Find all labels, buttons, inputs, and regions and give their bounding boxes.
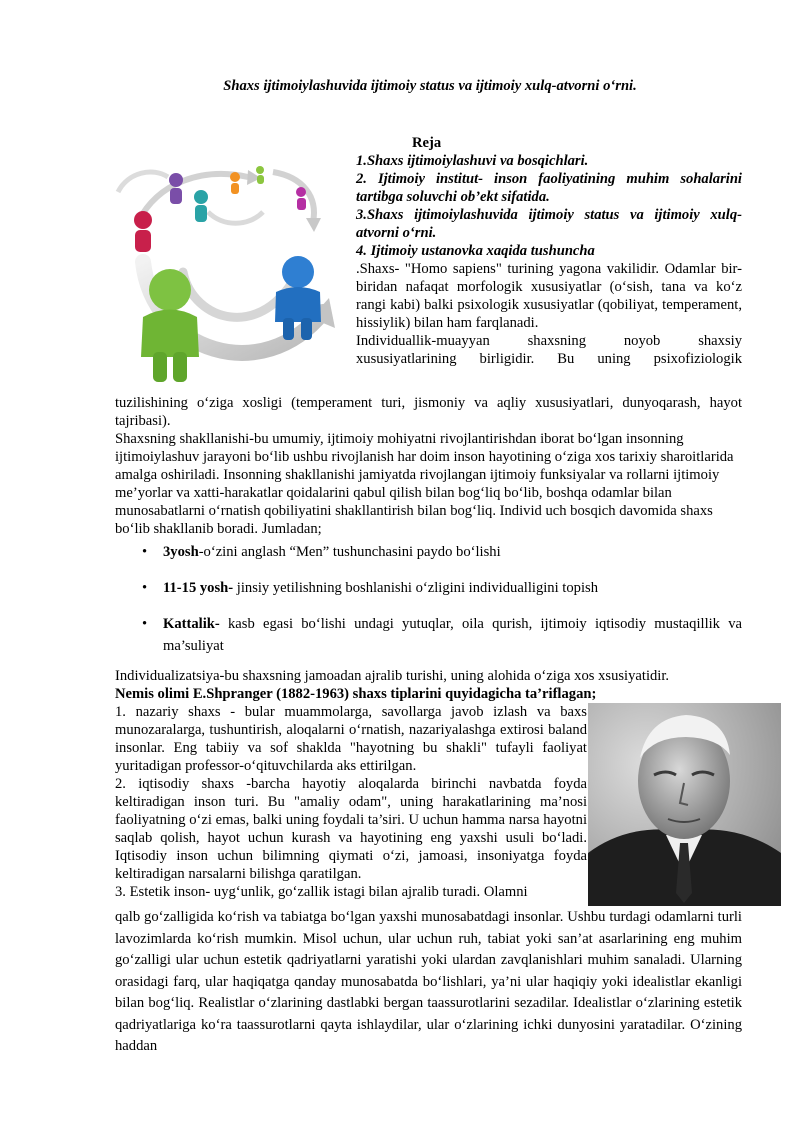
list-item	[115, 577, 742, 599]
bullet-icon: •	[142, 580, 148, 596]
plan-heading: Reja	[412, 135, 442, 151]
paragraph-individuality-end: tuzilishining o‘ziga xosligi (temperament turi, jismoniy va aqliy xususiyatlari, dunyoqarash, hayot tajribasi).	[115, 395, 742, 429]
stages-list	[115, 541, 742, 671]
plan-item: 1.Shaxs ijtimoiylashuvi va bosqichlari.	[356, 153, 589, 169]
magenta-person-icon	[296, 187, 306, 210]
list-item	[115, 613, 742, 657]
stage-text: kasb egasi bo‘lishi undagi yutuqlar, oila qurish, ijtimoiy iqtisodiy mustaqillik va ma’suliyat	[163, 616, 742, 654]
stage-lead: 11-15 yosh-	[163, 580, 234, 596]
people-network-illustration	[113, 152, 345, 384]
green-person-icon	[141, 269, 199, 382]
stage-text: -o‘zini anglash “Men” tushunchasini paydo bo‘lishi	[198, 544, 501, 560]
plan-item: 3.Shaxs ijtimoiylashuvida ijtimoiy status va ijtimoiy xulq-atvorni o‘rni.	[356, 207, 742, 241]
page-title: Shaxs ijtimoiylashuvida ijtimoiy status va ijtimoiy xulq-atvorni o‘rni.	[223, 78, 637, 94]
paragraph-individualization: Individualizatsiya-bu shaxsning jamoadan ajralib turishi, uning alohida o‘ziga xos xsusiyatidir.	[115, 668, 670, 684]
teal-person-icon	[194, 190, 208, 222]
bullet-icon: •	[142, 544, 148, 560]
bullet-icon: •	[142, 616, 148, 632]
personality-types-column	[115, 703, 587, 901]
list-item	[115, 541, 742, 563]
paragraph-aesthetic-continued: qalb go‘zalligida ko‘rish va tabiatga bo‘lgan yaxshi munosabatdagi insonlar. Ushbu turdagi odamlarni turli lavozimlarda ko‘rish mumkin. Misol uchun, ular uchun ruh, tabiat yoki san’at asarlarining eng muhim go‘zalligi ular uchun estetik qadriyatlarni yaratishi yoki ulardan zavqlanishlari muhim sanaladi. Ularning orasidagi farq, ular haqiqatga qanday munosabatda bo‘lishlari, ya’ni ular haqiqiy yoki idealistlar ekanligi bilan bog‘liq. Realistlar o‘zlarining dastlabki bergan taassurotlarini sezadilar. Idealistlar o‘zlarining estetik qadriyatlariga ko‘ra taassurotlarni qayta ishlaydilar, ular o‘zlarining ichki dunyosini yaratadilar. O‘zining haddan	[115, 909, 742, 1054]
type-economic: 2. iqtisodiy shaxs -barcha hayotiy aloqalarda birinchi navbatda foyda keltiradigan inson turi. Bu "amaliy odam", uning harakatlarining ma’nosi faoliyatning o‘zi emas, balki uning foydali ta’siri. U uchun hamma narsa hayotni saqlab qolish, hayot uchun kurash va hayotining eng yaxshi usuli bo‘ladi. Iqtisodiy inson uchun bilimning qiymati o‘zi, jamoasi, insoniyatga foyda keltiradigan narsalarni bilishga qaratilgan.	[115, 776, 587, 882]
stage-lead: 3yosh	[163, 544, 199, 560]
red-person-icon	[134, 211, 152, 252]
stage-lead: Kattalik-	[163, 616, 220, 632]
plan-item: 2. Ijtimoiy institut- inson faoliyatining muhim sohalarini tartibga soluvchi ob’ekt sifatida.	[356, 171, 742, 205]
small-green-person-icon	[256, 166, 264, 184]
paragraph-homo-sapiens: .Shaxs- "Homo sapiens" turining yagona vakilidir. Odamlar bir-biridan nafaqat morfologik xususiyatlar (o‘sish, tana va ko‘z rangi kabi) balki psixologik xususiyatlar (qobiliyat, temperament, hissiylik) bilan ham farqlanadi.	[356, 261, 742, 331]
plan-item: 4. Ijtimoiy ustanovka xaqida tushuncha	[356, 243, 595, 259]
paragraph-personality-formation: Shaxsning shakllanishi-bu umumiy, ijtimoiy mohiyatni rivojlantirishdan iborat bo‘lgan insonning ijtimoiylashuv jarayoni bo‘lib ushbu rivojlanish har doim inson hayotining o‘ziga xos tarixiy sharoitlarida amalga oshiriladi. Insonning shakllanishi jamiyatda rivojlangan ijtimoiy funksiyalar va rollarni ijtimoiy me’yorlar va xatti-harakatlar qoidalarini qabul qilish bilan bog‘liq bo‘lib, boshqa odamlar bilan munosabatlarni o‘rnatish qobiliyatini shakllantirish bilan bog‘liq. Individ uch bosqich davomida shaxs bo‘lib shakllanib boradi. Jumladan;	[115, 431, 734, 537]
stage-text: jinsiy yetilishning boshlanishi o‘zligini individualligini topish	[233, 580, 598, 596]
orange-person-icon	[230, 172, 240, 194]
type-aesthetic-start: 3. Estetik inson- uyg‘unlik, go‘zallik istagi bilan ajralib turadi. Olamni	[115, 884, 528, 900]
paragraph-spranger-heading: Nemis olimi E.Shpranger (1882-1963) shaxs tiplarini quyidagicha ta’riflagan;	[115, 686, 597, 702]
type-theoretical: 1. nazariy shaxs - bular muammolarga, savollarga javob izlash va baxs munozaralarga, tushuntirish, aloqalarni o‘rnatish, nazariyalashga extirosi baland insonlar. Eng tabiiy va sof shaklda "hayotning bu shakli" tufayli faoliyat yuritadigan professor-o‘qituvchilarda aks ettirilgan.	[115, 704, 587, 774]
plan-section	[356, 134, 742, 368]
paragraph-individuality-start: Individuallik-muayyan shaxsning noyob shaxsiy xususiyatlarining birligidir. Bu uning psixofiziologik	[356, 333, 742, 367]
spranger-portrait-photo	[588, 703, 781, 906]
